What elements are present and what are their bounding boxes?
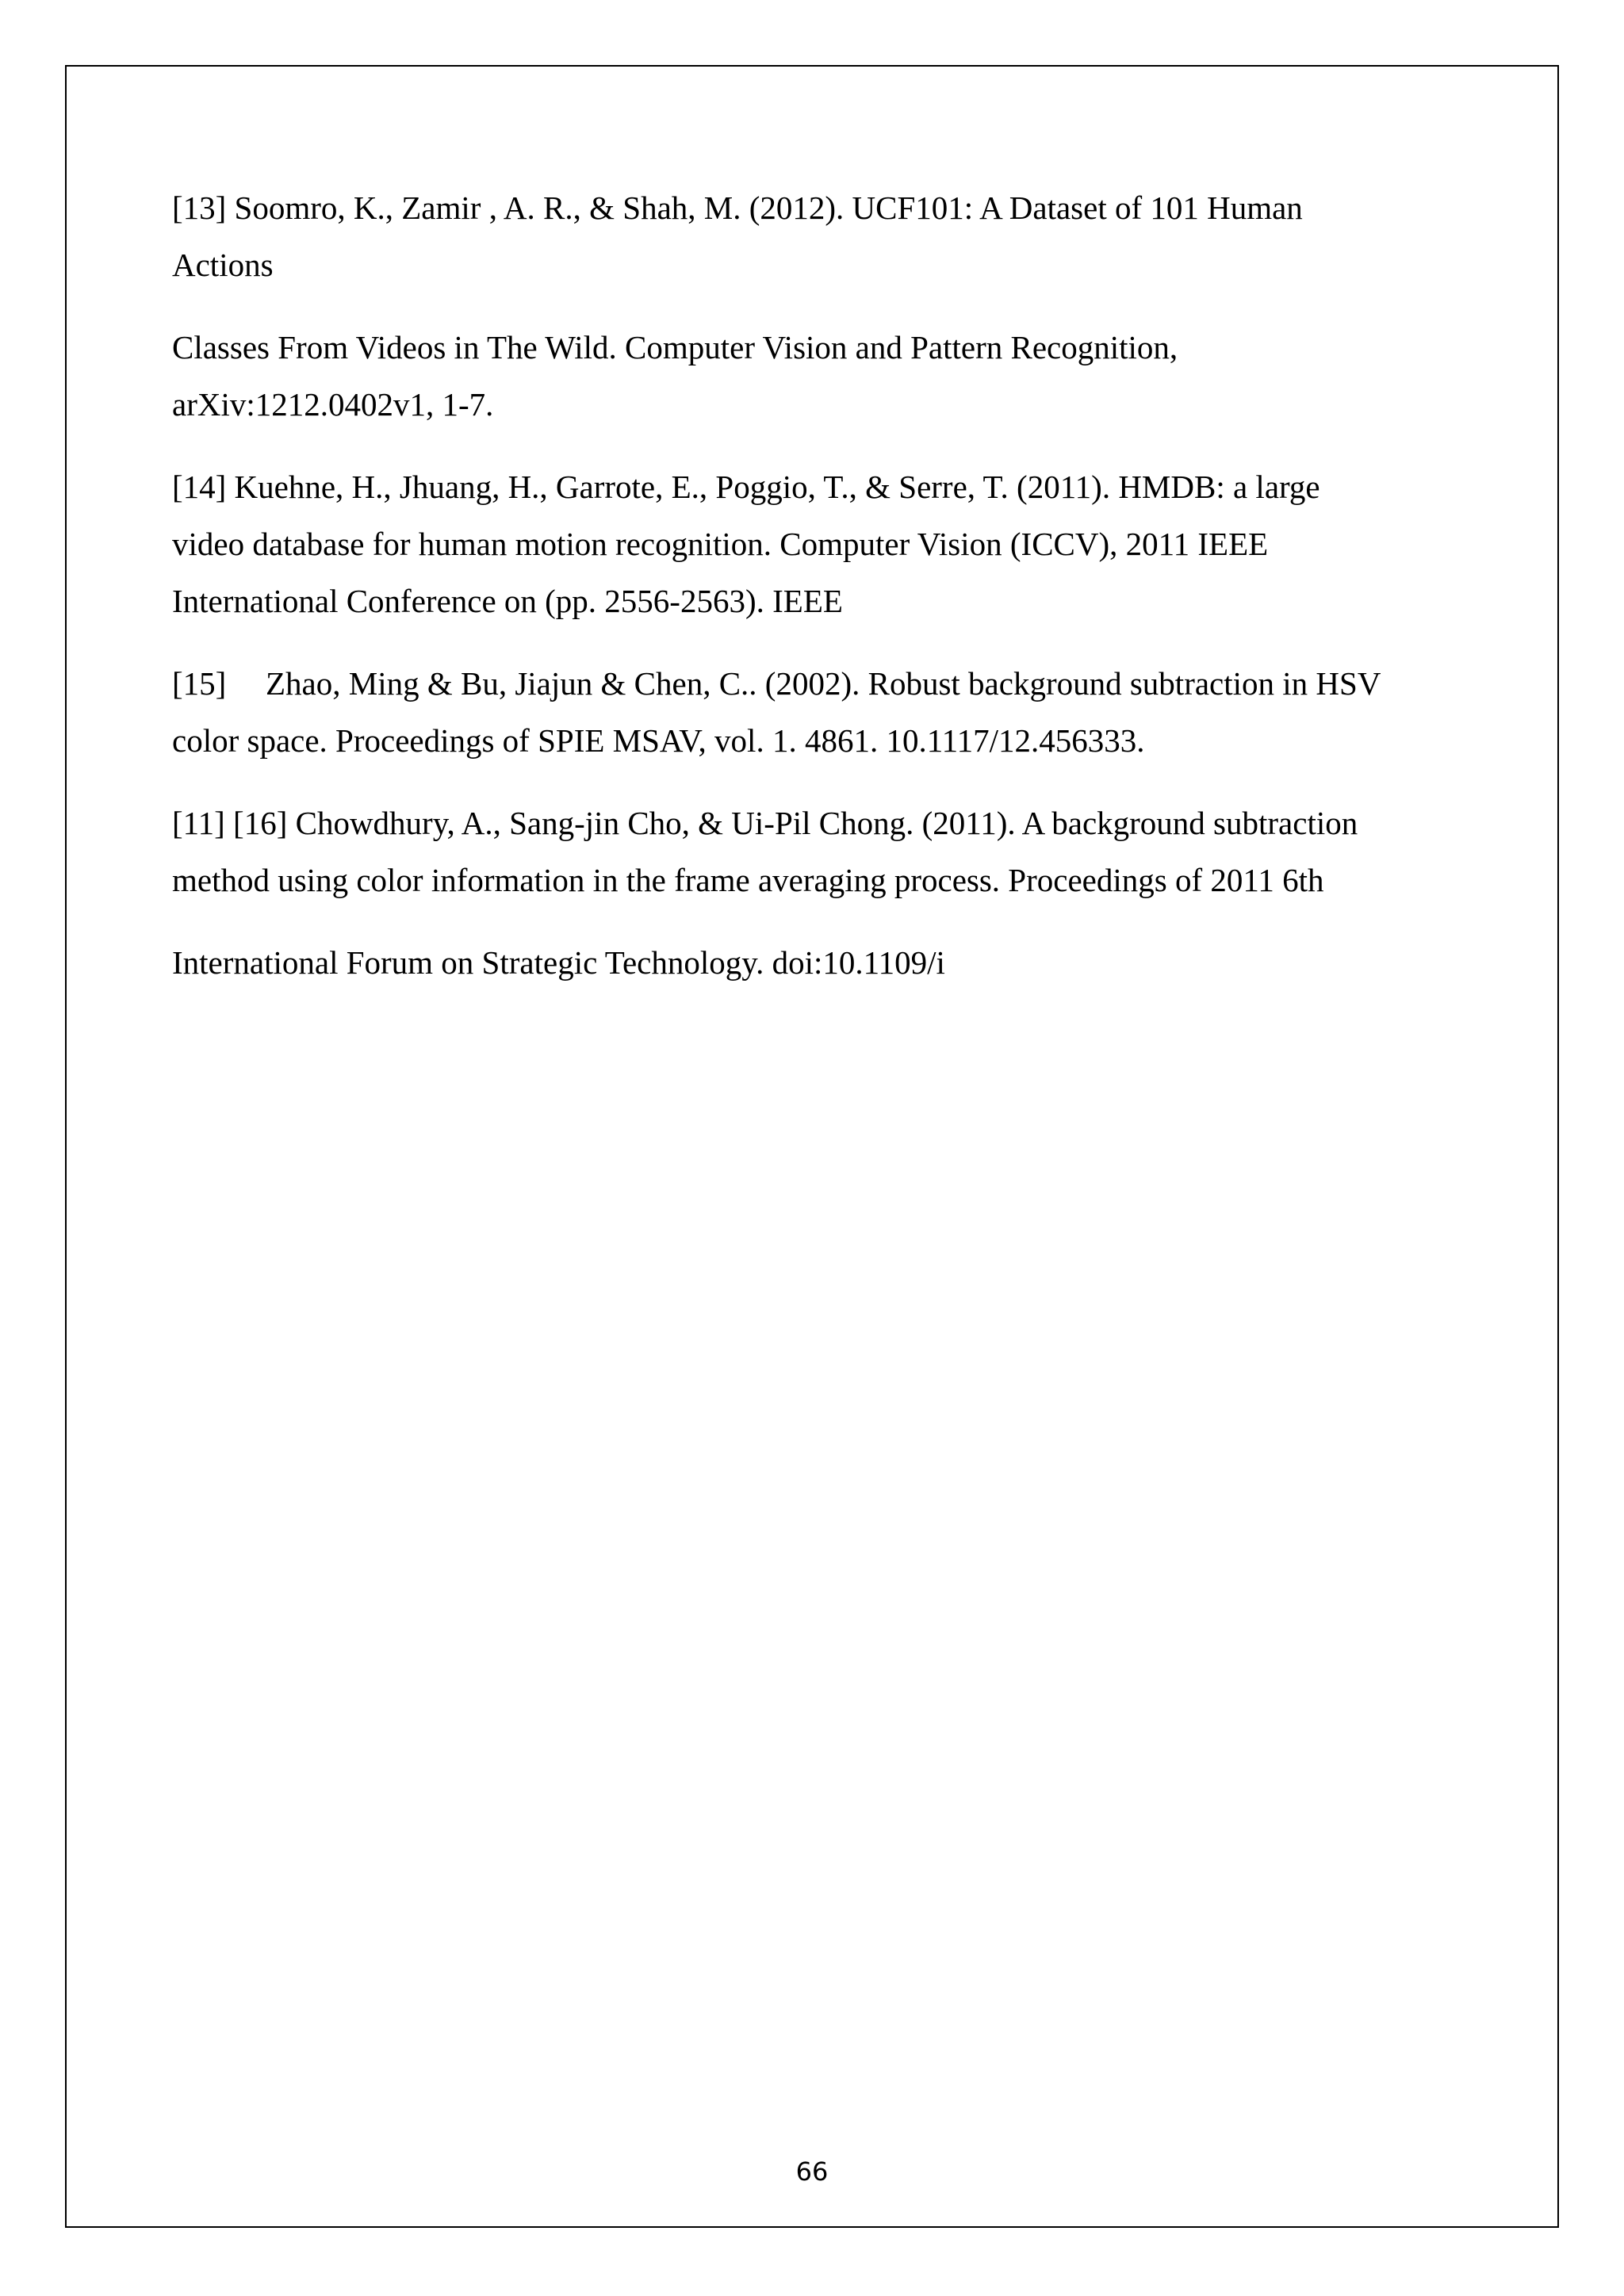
reference-line [172, 655, 1409, 712]
reference-13 [172, 179, 1409, 293]
reference-line: method using color information in the frame averaging process. Proceedings of 2011 6th [172, 862, 1324, 898]
reference-line: Actions [172, 247, 274, 283]
reference-15 [172, 655, 1409, 769]
reference-16-continued [172, 934, 1409, 991]
reference-16 [172, 794, 1409, 909]
reference-number: [15] [172, 665, 227, 702]
reference-line: [11] [16] Chowdhury, A., Sang-jin Cho, & Ui-Pil Chong. (2011). A background subtraction [172, 805, 1358, 841]
page-number: 66 [795, 2156, 829, 2187]
reference-line: International Forum on Strategic Technology. doi:10.1109/i [172, 944, 945, 981]
reference-14 [172, 458, 1409, 629]
reference-line: color space. Proceedings of SPIE MSAV, vol. 1. 4861. 10.1117/12.456333. [172, 722, 1145, 759]
reference-line: [13] Soomro, K., Zamir , A. R., & Shah, M. (2012). UCF101: A Dataset of 101 Human [172, 189, 1303, 226]
paragraph-gap [172, 629, 1409, 655]
reference-text: Zhao, Ming & Bu, Jiajun & Chen, C.. (2002). Robust background subtraction in HSV [266, 665, 1381, 702]
reference-13-continued [172, 319, 1409, 433]
reference-line: [14] Kuehne, H., Jhuang, H., Garrote, E., Poggio, T., & Serre, T. (2011). HMDB: a large [172, 469, 1320, 505]
paragraph-gap [172, 769, 1409, 794]
paragraph-gap [172, 293, 1409, 319]
reference-line: Classes From Videos in The Wild. Computer Vision and Pattern Recognition, [172, 329, 1178, 365]
paragraph-gap [172, 909, 1409, 934]
reference-line: video database for human motion recognition. Computer Vision (ICCV), 2011 IEEE [172, 526, 1269, 562]
reference-line: International Conference on (pp. 2556-2563). IEEE [172, 583, 843, 619]
paragraph-gap [172, 433, 1409, 458]
reference-line: arXiv:1212.0402v1, 1-7. [172, 386, 494, 423]
reference-list [172, 179, 1409, 991]
